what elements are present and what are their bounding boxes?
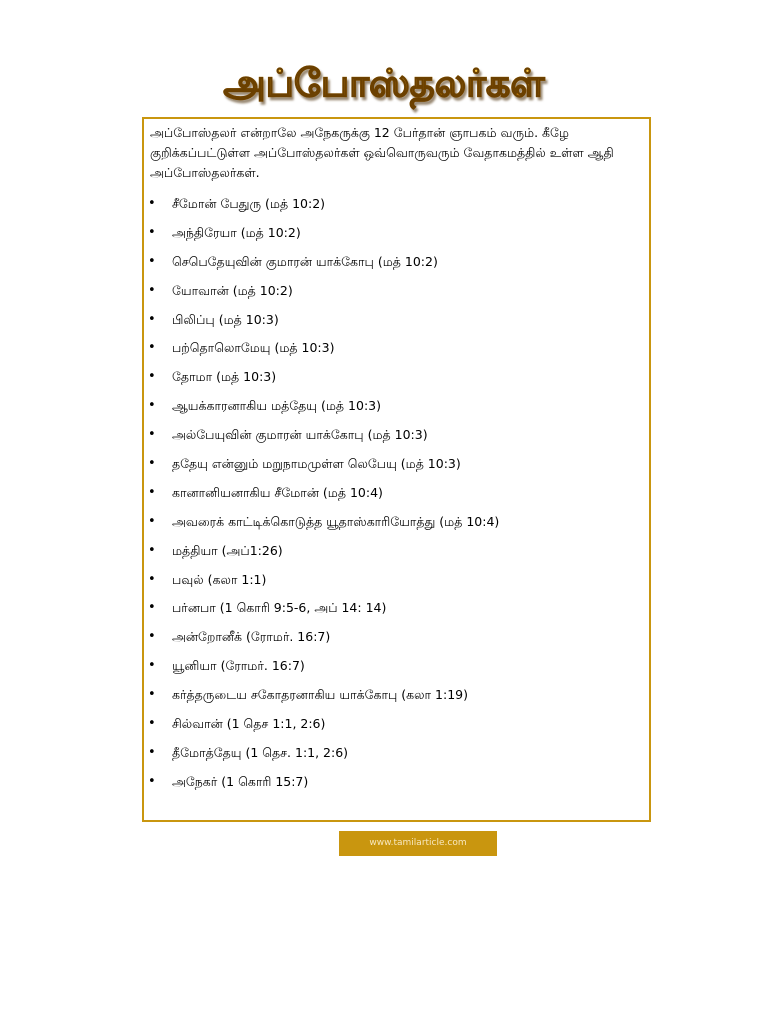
bullet-icon: • — [148, 542, 156, 558]
list-item — [144, 739, 499, 768]
bullet-icon: • — [148, 484, 156, 500]
list-item — [144, 190, 499, 219]
bullet-icon: • — [148, 311, 156, 327]
bullet-icon: • — [148, 629, 156, 645]
list-item — [144, 450, 499, 479]
list-item — [144, 681, 499, 710]
list-item-text: செபெதேயுவின் குமாரன் யாக்கோபு (மத் 10:2) — [172, 253, 438, 269]
footer-website-link[interactable]: www.tamilarticle.com — [339, 831, 497, 856]
bullet-icon: • — [148, 571, 156, 587]
list-item-text: சீமோன் பேதுரு (மத் 10:2) — [172, 196, 326, 211]
bullet-icon: • — [148, 716, 156, 732]
bullet-icon: • — [148, 196, 156, 211]
list-item-text: அல்பேயுவின் குமாரன் யாக்கோபு (மத் 10:3) — [172, 427, 428, 443]
list-item-text: ததேயு என்னும் மறுநாமமுள்ள லெபேயு (மத் 10:3) — [172, 456, 461, 472]
list-item — [144, 363, 499, 392]
list-item-text: மத்தியா (அப்1:26) — [172, 542, 283, 558]
list-item-text: கானானியனாகிய சீமோன் (மத் 10:4) — [172, 484, 383, 500]
list-item-text: பிலிப்பு (மத் 10:3) — [172, 311, 279, 327]
bullet-icon: • — [148, 773, 156, 789]
list-item — [144, 421, 499, 450]
list-item — [144, 248, 499, 277]
list-item-text: அந்திரேயா (மத் 10:2) — [172, 224, 301, 240]
list-item-text: பர்னபா (1 கொரி 9:5-6, அப் 14: 14) — [172, 600, 387, 616]
list-item-text: ஆயக்காரனாகிய மத்தேயு (மத் 10:3) — [172, 398, 381, 414]
list-item — [144, 768, 499, 797]
list-item — [144, 392, 499, 421]
list-item-text: பற்தொலொமேயு (மத் 10:3) — [172, 340, 335, 356]
bullet-icon: • — [148, 744, 156, 760]
bullet-icon: • — [148, 282, 156, 298]
list-item — [144, 508, 499, 537]
list-item — [144, 566, 499, 595]
list-item — [144, 623, 499, 652]
list-item-text: யோவான் (மத் 10:2) — [172, 282, 293, 298]
bullet-icon: • — [148, 456, 156, 472]
list-item — [144, 594, 499, 623]
content-frame — [142, 117, 651, 822]
list-item-text: சில்வான் (1 தெச 1:1, 2:6) — [172, 716, 326, 732]
bullet-icon: • — [148, 600, 156, 616]
list-item — [144, 479, 499, 508]
list-item — [144, 306, 499, 335]
bullet-icon: • — [148, 398, 156, 414]
bullet-icon: • — [148, 658, 156, 674]
list-item-text: யூனியா (ரோமர். 16:7) — [172, 658, 305, 674]
intro-paragraph: அப்போஸ்தலர் என்றாலே அநேகருக்கு 12 பேர்தான் ஞாபகம் வரும். கீழே குறிக்கப்பட்டுள்ள அப்போஸ்தலர்கள் ஒவ்வொருவரும் வேதாகமத்தில் உள்ள ஆதி அப்போஸ்தலர்கள். — [150, 125, 614, 180]
bullet-icon: • — [148, 253, 156, 269]
bullet-icon: • — [148, 224, 156, 240]
list-item — [144, 334, 499, 363]
bullet-icon: • — [148, 687, 156, 703]
bullet-icon: • — [148, 427, 156, 443]
list-item — [144, 710, 499, 739]
list-item-text: தீமோத்தேயு (1 தெச. 1:1, 2:6) — [172, 744, 349, 760]
apostle-list — [144, 190, 499, 797]
list-item — [144, 652, 499, 681]
bullet-icon: • — [148, 369, 156, 385]
list-item — [144, 277, 499, 306]
bullet-icon: • — [148, 513, 156, 529]
list-item-text: அநேகர் (1 கொரி 15:7) — [172, 773, 309, 789]
list-item-text: தோமா (மத் 10:3) — [172, 369, 277, 385]
bullet-icon: • — [148, 340, 156, 356]
page-title: அப்போஸ்தலர்கள் — [0, 58, 768, 108]
list-item-text: பவுல் (கலா 1:1) — [172, 571, 267, 587]
list-item-text: அவரைக் காட்டிக்கொடுத்த யூதாஸ்காரியோத்து (மத் 10:4) — [172, 513, 500, 529]
list-item — [144, 537, 499, 566]
list-item — [144, 219, 499, 248]
list-item-text: அன்றோனீக் (ரோமர். 16:7) — [172, 629, 331, 645]
list-item-text: கர்த்தருடைய சகோதரனாகிய யாக்கோபு (கலா 1:19) — [172, 687, 468, 703]
